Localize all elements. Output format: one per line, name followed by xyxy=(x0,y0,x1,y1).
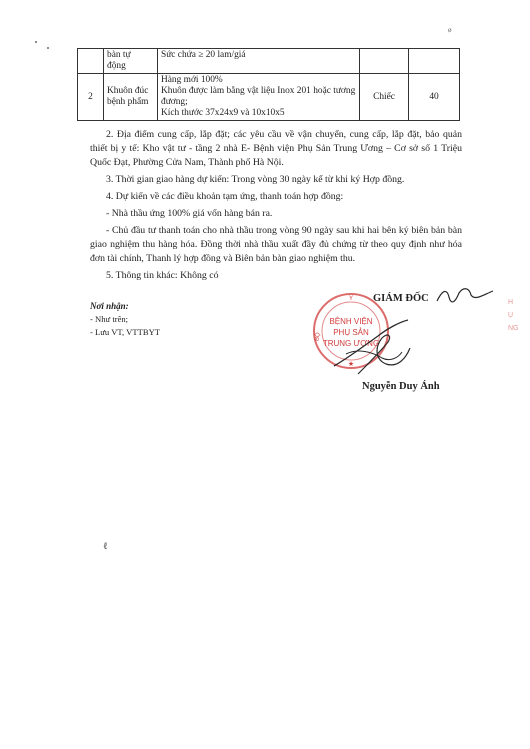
document-body xyxy=(90,128,462,283)
item-name-line: Khuôn đúc xyxy=(107,86,149,96)
table-cell-spec: Sức chứa ≥ 20 lam/giá xyxy=(158,49,360,74)
signer-name: Nguyễn Duy Ánh xyxy=(362,381,440,392)
table-cell-unit: Chiếc xyxy=(360,74,409,121)
paragraph-payment-detail: - Chủ đầu tư thanh toán cho nhà thầu trong vòng 90 ngày sau khi hai bên ký biên bản bàn giao nghiệm thu hàng hóa. Đồng thời nhà thầu xuất đầy đủ chứng từ theo quy định như hóa đơn tài chính, Thanh lý hợp đồng và Biên bản bàn giao nghiệm thu. xyxy=(90,225,462,264)
recipient-line: - Lưu VT, VTTBYT xyxy=(90,327,161,337)
recipients-block xyxy=(90,300,160,339)
spec-line: Kích thước 37x24x9 và 10x10x5 xyxy=(161,108,285,118)
seal-text-line: PHỤ SẢN xyxy=(333,328,369,337)
recipients-heading: Nơi nhận: xyxy=(90,301,129,311)
paragraph-detail: Kho vật tư - tầng 2 nhà E- Bệnh viện Phụ Sản Trung Ương – Cơ sở số 1 Triệu Quốc Đạt, Phường Cửa Nam, Thành phố Hà Nội. xyxy=(90,143,462,168)
paragraph-delivery-location xyxy=(90,128,462,170)
item-name-line: bệnh phẩm xyxy=(107,97,149,107)
table-cell-stt: 2 xyxy=(78,74,104,121)
table-cell-unit xyxy=(360,49,409,74)
table-cell-spec xyxy=(158,74,360,121)
seal-text-line: TRUNG ƯƠNG xyxy=(322,339,380,348)
paragraph-delivery-time: 3. Thời gian giao hàng dự kiến: Trong vòng 30 ngày kể từ khi ký Hợp đồng. xyxy=(106,174,405,185)
table-cell-qty: 40 xyxy=(409,74,460,121)
seal-star: ★ xyxy=(347,360,355,368)
spec-line: Hàng mới 100% xyxy=(161,75,223,85)
corner-mark: ø xyxy=(448,26,452,34)
recipient-line: - Như trên; xyxy=(90,314,129,324)
scan-speck xyxy=(47,47,49,49)
table-row xyxy=(78,74,460,121)
scan-speck xyxy=(35,41,37,43)
title-flourish xyxy=(435,285,495,309)
table-cell-qty xyxy=(409,49,460,74)
seal-letter: BỘ xyxy=(314,332,322,342)
table-cell-name xyxy=(104,49,158,74)
table-row xyxy=(78,49,460,74)
stray-mark: ℓ xyxy=(103,541,108,552)
paragraph-payment-terms: 4. Dự kiến về các điều khoản tạm ứng, thanh toán hợp đồng: xyxy=(106,191,344,202)
table-cell-stt xyxy=(78,49,104,74)
adjacent-seal-fragment xyxy=(508,296,519,335)
spec-line: Khuôn được làm bằng vật liệu Inox 201 hoặc tương đương; xyxy=(161,86,356,107)
paragraph-advance: - Nhà thầu ứng 100% giá vốn hàng bán ra. xyxy=(106,208,273,219)
edge-fragment: Ụ xyxy=(508,312,514,319)
item-name-line: bàn tự xyxy=(107,50,131,60)
paragraph-lead: 2. Địa điểm cung cấp, lắp đặt; các yêu cầu về vận chuyển, cung cấp, lắp đặt, bảo quản thiết bị y tế: xyxy=(90,129,462,154)
handwritten-signature xyxy=(328,318,418,380)
paragraph-other-info: 5. Thông tin khác: Không có xyxy=(106,270,219,281)
seal-letter: Y xyxy=(348,296,354,302)
table-cell-name xyxy=(104,74,158,121)
item-name-line: động xyxy=(107,61,126,71)
edge-fragment: NG xyxy=(508,325,519,332)
edge-fragment: H xyxy=(508,299,514,306)
signer-title: GIÁM ĐỐC xyxy=(373,293,429,304)
items-table xyxy=(77,48,460,121)
seal-text-line: BỆNH VIỆN xyxy=(329,317,373,326)
